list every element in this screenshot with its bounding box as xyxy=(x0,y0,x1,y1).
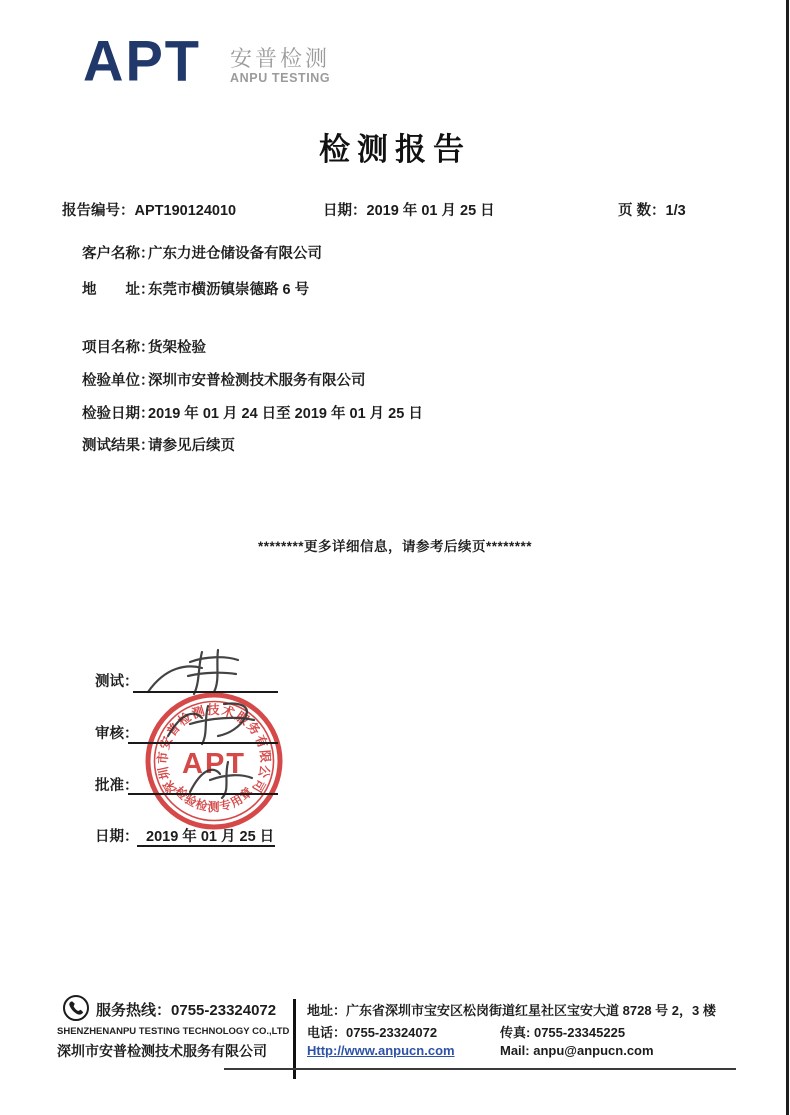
inspection-unit-value: 深圳市安普检测技术服务有限公司 xyxy=(148,373,366,389)
footer-address-label: 地址： xyxy=(307,1003,347,1018)
footer-phone-value: 0755-23324072 xyxy=(346,1025,438,1040)
page-count-label: 页 数： xyxy=(618,203,666,219)
phone-icon xyxy=(62,994,90,1022)
tester-signature xyxy=(148,650,238,694)
client-address-label: 地 址： xyxy=(82,282,155,298)
report-number-label: 报告编号： xyxy=(62,203,135,219)
signature-date-label: 日期： xyxy=(95,829,139,845)
page-count-row xyxy=(618,199,686,220)
apt-logo: APT xyxy=(83,28,201,93)
client-name-value: 广东力进仓储设备有限公司 xyxy=(148,246,322,262)
report-number-value: APT190124010 xyxy=(134,203,237,219)
reviewer-label: 审核： xyxy=(95,726,139,742)
reviewer-signature xyxy=(168,704,254,745)
inspection-date-row xyxy=(82,402,423,423)
stamp-ring-text: 深圳市安普检测技术服务有限公司 xyxy=(155,703,273,796)
test-result-row xyxy=(82,434,235,455)
footer-fax-label: 传真: xyxy=(500,1025,531,1040)
approver-signature-line xyxy=(128,793,278,795)
inspection-unit-label: 检验单位： xyxy=(82,373,155,389)
page-title: 检测报告 xyxy=(319,132,471,167)
footer-mail-label: Mail: xyxy=(500,1043,530,1058)
project-name-label: 项目名称： xyxy=(82,340,155,356)
service-hotline-row xyxy=(96,999,276,1020)
footer-divider xyxy=(293,999,296,1079)
client-name-label: 客户名称： xyxy=(82,246,155,262)
page-count-value: 1/3 xyxy=(665,203,686,219)
test-result-value: 请参见后续页 xyxy=(148,438,235,454)
stamp-bottom-text: 检验检测专用章 xyxy=(171,783,257,814)
logo-company-cn: 安普检测 xyxy=(230,46,331,71)
report-date-label: 日期： xyxy=(323,203,367,219)
footer-phone-row xyxy=(307,1022,437,1041)
reviewer-signature-line xyxy=(128,742,278,744)
signature-date-value: 2019 年 01 月 25 日 xyxy=(146,829,275,845)
test-result-label: 测试结果： xyxy=(82,438,155,454)
footer-company-cn: 深圳市安普检测技术服务有限公司 xyxy=(57,1043,267,1059)
footer-mail-value: anpu@anpucn.com xyxy=(533,1043,654,1058)
website-link[interactable]: Http://www.anpucn.com xyxy=(307,1043,455,1058)
report-date-row xyxy=(323,199,495,220)
footer-phone-label: 电话： xyxy=(307,1025,347,1040)
footer-company-en: SHENZHENANPU TESTING TECHNOLOGY CO.,LTD xyxy=(57,1026,290,1037)
page-edge-line xyxy=(786,0,789,1115)
logo-company-en: ANPU TESTING xyxy=(230,71,331,85)
tester-signature-line xyxy=(133,691,278,693)
footer-bottom-rule xyxy=(224,1068,736,1070)
project-name-row xyxy=(82,336,206,357)
client-address-value: 东莞市横沥镇崇德路 6 号 xyxy=(148,282,310,298)
project-name-value: 货架检验 xyxy=(148,340,206,356)
report-number-row xyxy=(62,199,236,220)
service-hotline-label: 服务热线： xyxy=(96,1002,172,1019)
footer-address-value: 广东省深圳市宝安区松岗街道红星社区宝安大道 8728 号 2，3 楼 xyxy=(346,1003,716,1018)
footer-mail-row xyxy=(500,1043,654,1058)
more-info-notice: ********更多详细信息，请参考后续页******** xyxy=(257,539,533,554)
stamp-center-text: APT xyxy=(182,748,246,780)
client-name-row xyxy=(82,242,322,263)
inspection-date-label: 检验日期： xyxy=(82,406,155,422)
footer-address-row xyxy=(307,1000,716,1019)
approver-label: 批准： xyxy=(95,778,139,794)
tester-label: 测试： xyxy=(95,674,139,690)
service-hotline-number: 0755-23324072 xyxy=(171,1002,277,1019)
footer-fax-row xyxy=(500,1022,625,1041)
inspection-unit-row xyxy=(82,369,366,390)
inspection-date-value: 2019 年 01 月 24 日至 2019 年 01 月 25 日 xyxy=(148,406,423,422)
report-date-value: 2019 年 01 月 25 日 xyxy=(366,203,495,219)
footer-fax-value: 0755-23345225 xyxy=(533,1025,626,1040)
client-address-row xyxy=(82,278,309,299)
